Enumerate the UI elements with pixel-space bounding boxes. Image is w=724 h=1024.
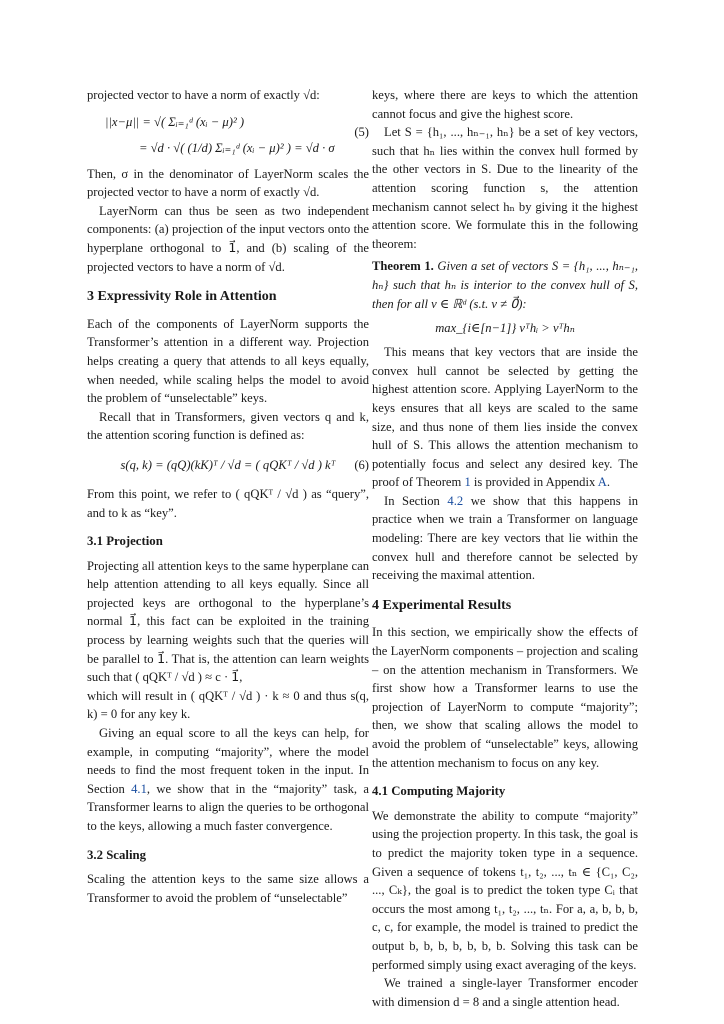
text-run: , we show that in the “majority” task, a Transformer learns to align the queries to be orthogonal to the keys, allowing a much faster convergence. [87,781,369,833]
paragraph [87,724,369,836]
section-heading: 4 Experimental Results [372,597,512,613]
theorem [372,257,638,313]
paragraph [372,343,638,492]
text-run: This means that key vectors that are inside the convex hull cannot be selected by getting the highest attention score. Applying LayerNorm to the keys ensures that all keys are scaled to the same size, and thus none of them lies inside the convex hull of S. This allows the attention mechanism to potentially focus and select any desired key. The proof of Theorem [372,345,638,490]
paragraph: which will result in ( qQKᵀ / √d ) · k ≈ 0 and thus s(q, k) = 0 for any key k. [87,688,369,722]
theorem-equation-body: max_{i∈[n−1]} vᵀhᵢ > vᵀhₙ [435,320,575,335]
subsection-heading: 3.2 Scaling [87,847,147,862]
equation-5-line-2: = √d · √( (1/d) Σᵢ₌₁ᵈ (xᵢ − μ)² ) = √d · σ [139,140,335,155]
subsection-heading: 4.1 Computing Majority [372,784,506,799]
equation-number: (5) [354,124,369,139]
subsection-heading: 3.1 Projection [87,534,163,549]
section-heading: 3 Expressivity Role in Attention [87,289,277,305]
paragraph [372,492,638,585]
left-column [87,86,369,907]
paragraph: Projecting all attention keys to the same hyperplane can help attention attending to all keys equally. Since all projected keys are orthogonal to the hyperplane’s normal 1⃗, this fact can be exploited in the training process by learning weights such that the queries will be parallel to 1⃗. That is, the attention can learn weights such that ( qQKᵀ / √d ) ≈ c · 1⃗, [87,558,369,685]
text-run: is provided in Appendix [470,475,598,490]
equation-5-line-1: ||x−μ|| = √( Σᵢ₌₁ᵈ (xᵢ − μ)² ) [105,114,245,129]
equation-number: (6) [354,457,369,472]
theorem-body: Given a set of vectors S = {h₁, ..., hₙ₋₁, hₙ} such that hₙ is interior to the convex hull of S, then for all v ∈ ℝᵈ (s.t. v ≠ 0⃗): [372,259,639,311]
theorem-equation [372,313,638,343]
paragraph: keys, where there are keys to which the attention cannot focus and give the highest score. [372,88,638,121]
paragraph: From this point, we refer to ( qQKᵀ / √d ) as “query”, and to k as “key”. [87,486,369,520]
paragraph: Recall that in Transformers, given vectors q and k, the attention scoring function is defined as: [87,409,369,443]
theorem-link[interactable]: 1 [464,475,471,490]
appendix-link[interactable]: A [597,475,607,490]
section-link[interactable]: 4.2 [447,493,464,508]
paragraph: Then, σ in the denominator of LayerNorm scales the projected vector to have a norm of exactly √d. [87,166,369,200]
theorem-label: Theorem 1. [372,259,434,274]
right-column [372,86,638,1011]
section-link[interactable]: 4.1 [131,781,147,796]
paragraph: Each of the components of LayerNorm supports the Transformer’s attention in a different way. Projection helps creating a query that attends to all keys equally, when needed, while scaling helps the model to avoid the problem of “unselectable” keys. [87,316,369,406]
text-run: In Section [384,493,448,508]
paragraph: LayerNorm can thus be seen as two independent components: (a) projection of the input vectors onto the hyperplane orthogonal to 1⃗, and (b) scaling of the projected vectors to have a norm of √d. [87,203,369,274]
paragraph: Scaling the attention keys to the same size allows a Transformer to avoid the problem of “unselectable” [87,872,369,905]
paragraph: We trained a single-layer Transformer encoder with dimension d = 8 and a single attention head. [372,976,638,1009]
paragraph: projected vector to have a norm of exactly √d: [87,88,320,102]
paragraph: We demonstrate the ability to compute “majority” using the projection property. In this task, the goal is to predict the majority token type in a sequence. Given a sequence of tokens t₁, t₂, ..., tₙ ∈ {C₁, C₂, ..., Cₖ}, the goal is to predict the token type Cᵢ that occurs the most among t₁, t₂, ..., tₙ. For a, a, b, b, b, c, c, for example, the model is trained to predict the output b, b, b, b, b, b, b. Solving this task can be performed simply using exact averaging of the keys. [372,808,638,972]
equation-5 [87,105,369,165]
paragraph: Let S = {h₁, ..., hₙ₋₁, hₙ} be a set of key vectors, such that hₙ lies within the convex hull formed by the other vectors in S. Due to the linearity of the attention scoring function s, the attention mechanism cannot select hₙ by giving it the highest attention score. We formulate this in the following theorem: [372,125,638,251]
equation-6 [87,445,369,485]
text-run: Giving an equal score to all the keys can help, for example, in computing “majority”, where the model needs to find the most frequent token in the input. In Section [87,726,369,796]
text-run: we show that this happens in practice when we train a Transformer on language modeling: There are key vectors that lie within the convex hull and therefore cannot be selected by receiving the maximal attention. [372,493,638,583]
paragraph: In this section, we empirically show the effects of the LayerNorm components – projection and scaling – on the attention mechanism in Transformers. We first show how a Transformer learns to use the projection of LayerNorm to compute “majority”; then, we show that scaling allows the model to avoid the problem of “unselectable” keys, allowing the attention mechanism to focus on any key. [372,625,638,770]
text-run: . [606,475,610,490]
equation-6-body: s(q, k) = (qQ)(kK)ᵀ / √d = ( qQKᵀ / √d ) kᵀ [120,457,336,472]
